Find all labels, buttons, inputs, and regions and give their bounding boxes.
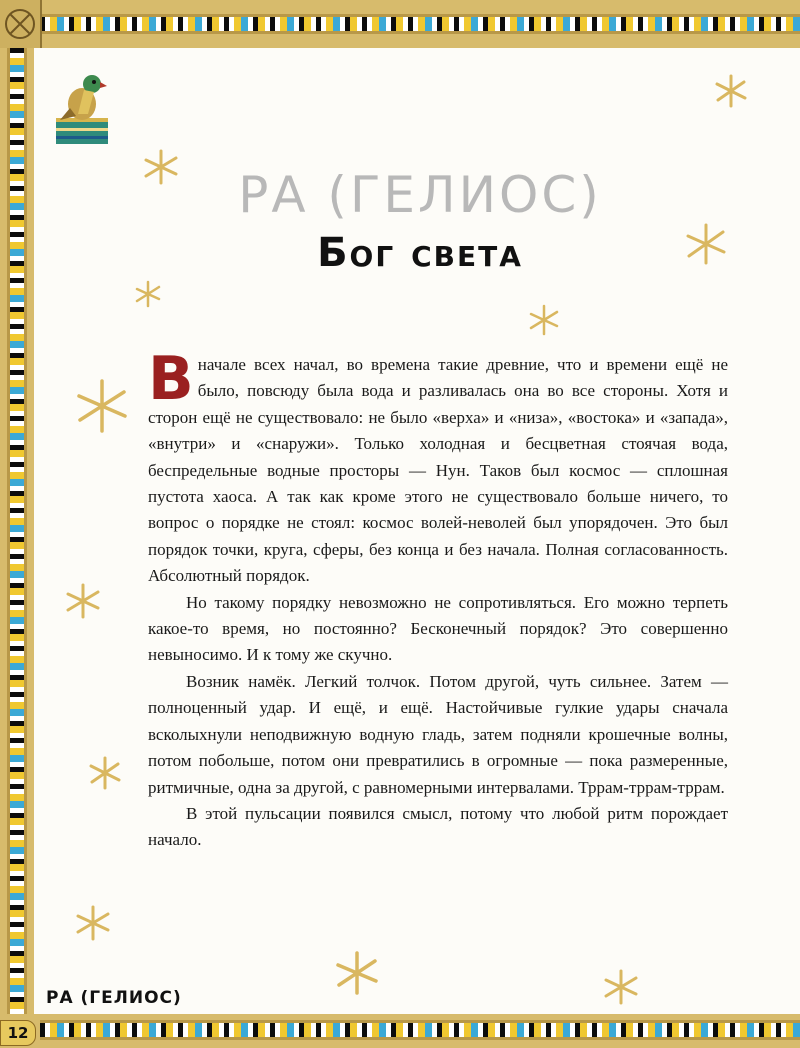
star-icon bbox=[714, 74, 748, 108]
drop-cap: В bbox=[148, 344, 194, 414]
star-icon bbox=[74, 904, 112, 942]
falcon-icon bbox=[54, 70, 110, 144]
paragraph: В этой пульсации появился смысл, потому что любой ритм порождает начало. bbox=[148, 803, 728, 850]
page-title: РА (ГЕЛИОС) bbox=[238, 166, 602, 224]
star-icon bbox=[88, 756, 122, 790]
page-number: 12 bbox=[0, 1020, 36, 1046]
ornament-strip-bottom bbox=[40, 1020, 800, 1040]
star-icon bbox=[64, 582, 102, 620]
star-icon bbox=[528, 304, 560, 336]
ornament-strip-top bbox=[40, 14, 800, 34]
article-body bbox=[148, 344, 728, 854]
paragraph: Но такому порядку невозможно не сопротивляться. Его можно терпеть какое-то время, но постоянно? Бесконечный порядок? Это совершенно невыносимо. И к тому же скучно. bbox=[148, 592, 728, 665]
paragraph-text: начале всех начал, во времена такие древние, что и времени ещё не было, повсюду была вода и разливалась она во все стороны. Хотя и сторон ещё не существовало: не было «верха» и «низа», «востока» и «запада», «внутри» и «снаружи». Только холодная и бесцветная стоячая вода, беспредельные водные просторы — Нун. Таков был космос — сплошная пустота хаоса. А так как кроме этого не существовало больше ничего, то вопрос о порядке не стоял: космос волей-неволей был упорядочен. Это был порядок точки, круга, сферы, без конца и без начала. Полная согласованность. Абсолютный порядок. bbox=[148, 355, 728, 586]
ornament-strip-left bbox=[7, 48, 27, 1014]
star-icon bbox=[334, 950, 380, 996]
running-footer: РА (ГЕЛИОС) bbox=[46, 988, 182, 1008]
corner-ornament bbox=[0, 0, 42, 48]
paragraph bbox=[148, 344, 728, 590]
star-icon bbox=[74, 378, 130, 434]
page-subtitle: Бог света bbox=[317, 230, 523, 276]
paragraph: Возник намёк. Легкий толчок. Потом другой, чуть сильнее. Затем — полноценный удар. И ещё, и ещё. Настойчивые гулкие удары сначала всколыхнули неподвижную водную гладь, затем подняли крошечные волны, потом побольше, потом они превратились в огромные — пока размеренные, ритмичные, одна за другой, с равномерными интервалами. Тррам-тррам-тррам. bbox=[148, 671, 728, 797]
star-icon bbox=[134, 280, 162, 308]
star-icon bbox=[602, 968, 640, 1006]
